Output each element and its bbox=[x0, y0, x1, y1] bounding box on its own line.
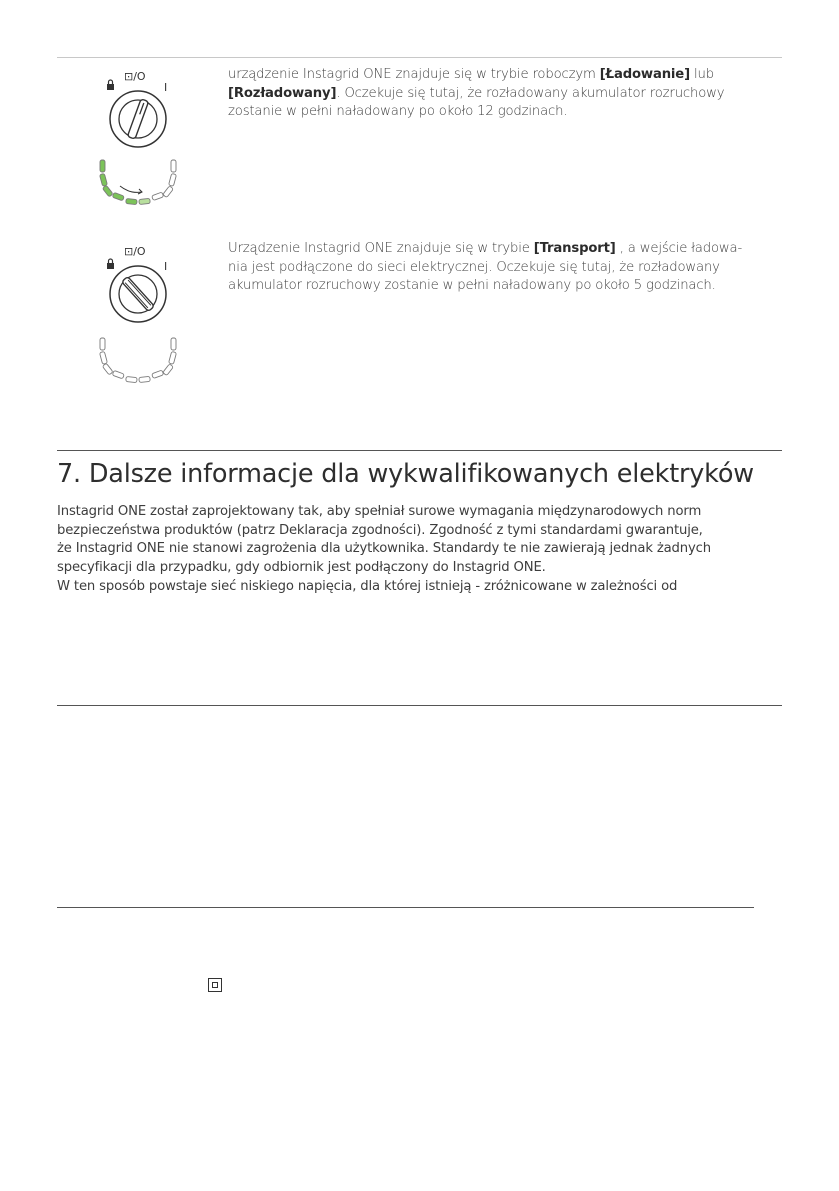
led-segment bbox=[100, 173, 108, 186]
led-segment bbox=[100, 351, 108, 364]
led-segment bbox=[100, 338, 105, 350]
led-segment bbox=[100, 160, 105, 172]
led-segment bbox=[126, 376, 137, 382]
mode-switch-dial-transport-icon bbox=[100, 243, 180, 333]
paragraph-line: bezpieczeństwa produktów (patrz Deklaracja zgodności). Zgodność z tymi standardami gwarantuje, bbox=[57, 522, 703, 538]
lock-icon bbox=[107, 80, 114, 90]
paragraph-line: specyfikacji dla przypadku, gdy odbiornik jest podłączony do Instagrid ONE. bbox=[57, 560, 546, 576]
mode-charging-label: [Ładowanie] bbox=[599, 67, 690, 82]
led-segment bbox=[112, 192, 124, 200]
switch-label-top: ⊡/O bbox=[124, 245, 146, 258]
top-divider bbox=[57, 57, 782, 58]
led-segment bbox=[169, 351, 177, 364]
battery-led-arc-charging bbox=[96, 156, 182, 208]
led-segment bbox=[126, 198, 137, 204]
led-segment bbox=[171, 160, 176, 172]
paragraph-line: Instagrid ONE został zaprojektowany tak, aby spełniał surowe wymagania międzynarodowych norm bbox=[57, 504, 702, 519]
led-segment bbox=[139, 376, 150, 382]
section-charging-text: urządzenie Instagrid ONE znajduje się w trybie roboczym [Ładowanie] lub [Rozładowany]. Oczekuje się tutaj, że rozładowany akumulator rozruchowy zostanie w pełni naładowany po około 12 godzinach. bbox=[228, 67, 725, 120]
switch-label-right: I bbox=[164, 81, 168, 94]
section-transport-text: Urządzenie Instagrid ONE znajduje się w trybie [Transport] , a wejście ładowa- nia jest podłączone do sieci elektrycznej. Oczekuje się tutaj, że rozładowany akumulator rozruchowy zostanie w pełni naładowany po około 5 godzinach. bbox=[228, 241, 743, 294]
led-segment bbox=[112, 370, 124, 378]
led-segment bbox=[152, 192, 164, 200]
paragraph-line: W ten sposób powstaje sieć niskiego napięcia, dla której istnieją - zróżnicowane w zależności od bbox=[57, 578, 678, 594]
paragraph-line: że Instagrid ONE nie stanowi zagrożenia dla użytkownika. Standardy te nie zawierają jednak żadnych bbox=[57, 541, 711, 557]
mode-discharged-label: [Rozładowany] bbox=[228, 85, 337, 101]
led-segment bbox=[163, 186, 174, 198]
led-segment bbox=[163, 364, 174, 376]
led-segment bbox=[102, 363, 113, 375]
mode-switch-dial-icon bbox=[100, 68, 180, 158]
body-paragraph bbox=[57, 503, 787, 597]
direction-arrow-icon bbox=[120, 186, 142, 192]
led-segment bbox=[102, 185, 113, 197]
divider-lower-2 bbox=[57, 907, 754, 908]
led-segment bbox=[169, 173, 177, 186]
heading-divider bbox=[57, 450, 782, 451]
switch-label-top: ⊡/O bbox=[124, 70, 146, 83]
led-segment bbox=[171, 338, 176, 350]
section-heading: 7. Dalsze informacje dla wykwalifikowanych elektryków bbox=[57, 459, 754, 489]
switch-label-right: I bbox=[164, 260, 168, 273]
led-segment bbox=[139, 198, 150, 204]
led-segment bbox=[152, 370, 164, 378]
mode-transport-label: [Transport] bbox=[533, 241, 616, 256]
battery-led-arc-off bbox=[96, 334, 182, 386]
divider-lower-1 bbox=[57, 705, 782, 706]
lock-icon bbox=[107, 259, 114, 269]
double-insulation-icon bbox=[208, 978, 222, 992]
